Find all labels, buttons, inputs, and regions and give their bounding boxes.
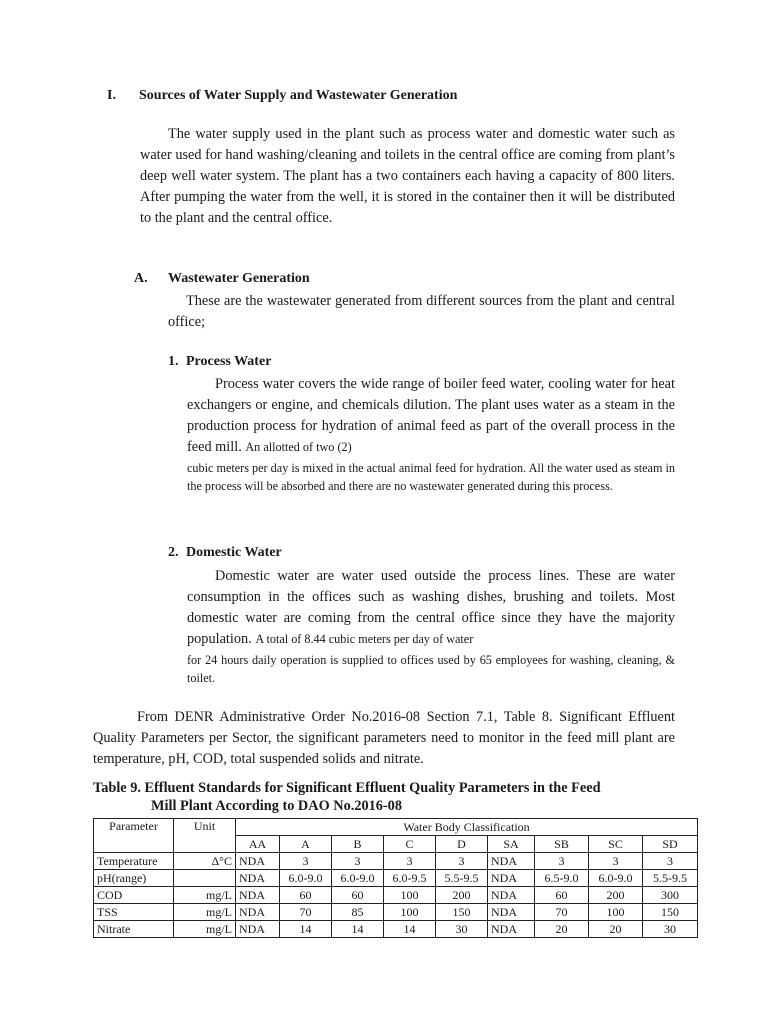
section-numeral: I. (107, 88, 116, 103)
row-value-sd: 3 (643, 853, 698, 870)
row-value-aa: NDA (236, 887, 280, 904)
row-parameter: Nitrate (94, 921, 174, 938)
header-class-c: C (384, 836, 436, 853)
row-value-sd: 300 (643, 887, 698, 904)
header-parameter: Parameter (94, 819, 174, 853)
row-unit: mg/L (174, 904, 236, 921)
effluent-standards-table (93, 818, 698, 938)
row-parameter: pH(range) (94, 870, 174, 887)
row-value-d: 30 (436, 921, 488, 938)
row-value-sd: 5.5-9.5 (643, 870, 698, 887)
subsection-letter: A. (134, 271, 148, 286)
header-class-sb: SB (535, 836, 589, 853)
row-value-c: 3 (384, 853, 436, 870)
row-unit: mg/L (174, 921, 236, 938)
header-class-sd: SD (643, 836, 698, 853)
row-value-sc: 6.0-9.0 (589, 870, 643, 887)
row-value-sb: 60 (535, 887, 589, 904)
item-2-text-small: for 24 hours daily operation is supplied to offices used by 65 employees for washing, cleaning, & toilet. (187, 653, 675, 685)
row-value-a: 6.0-9.0 (280, 870, 332, 887)
row-value-sd: 30 (643, 921, 698, 938)
table-caption-line-2: Mill Plant According to DAO No.2016-08 (151, 798, 402, 814)
row-value-sa: NDA (488, 904, 535, 921)
header-class-sc: SC (589, 836, 643, 853)
row-value-d: 5.5-9.5 (436, 870, 488, 887)
row-value-sc: 3 (589, 853, 643, 870)
denr-paragraph: From DENR Administrative Order No.2016-08 Section 7.1, Table 8. Significant Effluent Quality Parameters per Sector, the significant parameters need to monitor in the feed mill plant are temperature, pH, COD, total suspended solids and nitrate. (93, 709, 675, 767)
item-1-body (187, 374, 675, 495)
item-2-title: Domestic Water (186, 545, 282, 560)
row-value-b: 6.0-9.0 (332, 870, 384, 887)
row-value-a: 3 (280, 853, 332, 870)
row-value-sa: NDA (488, 870, 535, 887)
row-value-b: 3 (332, 853, 384, 870)
row-value-sb: 6.5-9.0 (535, 870, 589, 887)
row-value-sb: 3 (535, 853, 589, 870)
row-value-aa: NDA (236, 870, 280, 887)
header-class-b: B (332, 836, 384, 853)
row-value-a: 70 (280, 904, 332, 921)
section-title: Sources of Water Supply and Wastewater Generation (139, 88, 458, 103)
table-row (94, 887, 698, 904)
table-row (94, 870, 698, 887)
row-parameter: Temperature (94, 853, 174, 870)
row-parameter: COD (94, 887, 174, 904)
row-value-c: 14 (384, 921, 436, 938)
subsection-title: Wastewater Generation (168, 271, 310, 286)
table-row (94, 853, 698, 870)
table-row (94, 904, 698, 921)
row-value-aa: NDA (236, 921, 280, 938)
row-value-c: 6.0-9.5 (384, 870, 436, 887)
item-2-number: 2. (168, 545, 179, 560)
item-1-paragraph (187, 374, 675, 458)
row-value-sd: 150 (643, 904, 698, 921)
item-2-paragraph (187, 566, 675, 650)
header-class-aa: AA (236, 836, 280, 853)
subsection-intro-paragraph: These are the wastewater generated from different sources from the plant and central office; (168, 293, 675, 330)
row-unit: mg/L (174, 887, 236, 904)
row-value-sa: NDA (488, 853, 535, 870)
row-value-b: 14 (332, 921, 384, 938)
item-1-text-small-inline: An allotted of two (2) (245, 440, 352, 454)
header-class-sa: SA (488, 836, 535, 853)
row-parameter: TSS (94, 904, 174, 921)
item-1-title: Process Water (186, 354, 272, 369)
row-value-sc: 200 (589, 887, 643, 904)
item-2-body (187, 566, 675, 687)
header-class-d: D (436, 836, 488, 853)
row-value-aa: NDA (236, 853, 280, 870)
row-value-a: 60 (280, 887, 332, 904)
row-value-d: 150 (436, 904, 488, 921)
table-row (94, 921, 698, 938)
item-1-text: Process water covers the wide range of boiler feed water, cooling water for heat exchangers or engine, and chemicals dilution. The plant uses water as a steam in the production process for hydration of animal feed as part of the overall process in the feed mill. (187, 376, 675, 455)
row-unit (174, 870, 236, 887)
row-unit: Δ°C (174, 853, 236, 870)
row-value-sa: NDA (488, 921, 535, 938)
row-value-d: 200 (436, 887, 488, 904)
item-1-text-small: cubic meters per day is mixed in the actual animal feed for hydration. All the water used as steam in the process will be absorbed and there are no wastewater generated during this process. (187, 461, 675, 493)
header-class-a: A (280, 836, 332, 853)
row-value-sc: 100 (589, 904, 643, 921)
item-2-text-small-inline: A total of 8.44 cubic meters per day of water (255, 632, 474, 646)
item-2-text: Domestic water are water used outside the process lines. These are water consumption in the offices such as washing dishes, brushing and toilets. Most domestic water are coming from the central office since they have the majority population. (187, 568, 675, 647)
table-caption-line-1: Table 9. Effluent Standards for Significant Effluent Quality Parameters in the Feed (93, 780, 601, 796)
section-intro-paragraph: The water supply used in the plant such as process water and domestic water such as water used for hand washing/cleaning and toilets in the central office are coming from plant’s deep well water system. The plant has a two containers each having a capacity of 800 liters. After pumping the water from the well, it is stored in the container then it will be distributed to the plant and the central office. (140, 126, 675, 226)
row-value-sa: NDA (488, 887, 535, 904)
row-value-a: 14 (280, 921, 332, 938)
row-value-b: 60 (332, 887, 384, 904)
row-value-c: 100 (384, 887, 436, 904)
item-1-number: 1. (168, 354, 179, 369)
row-value-b: 85 (332, 904, 384, 921)
row-value-aa: NDA (236, 904, 280, 921)
row-value-d: 3 (436, 853, 488, 870)
row-value-sb: 70 (535, 904, 589, 921)
header-unit: Unit (174, 819, 236, 853)
table-header-row-1 (94, 819, 698, 836)
row-value-sb: 20 (535, 921, 589, 938)
row-value-c: 100 (384, 904, 436, 921)
header-water-body-classification: Water Body Classification (236, 819, 698, 836)
row-value-sc: 20 (589, 921, 643, 938)
